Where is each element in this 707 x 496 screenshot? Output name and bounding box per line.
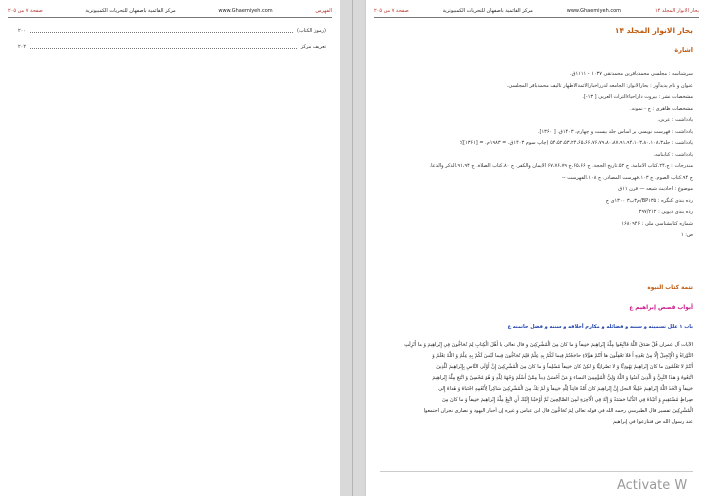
meta-line: ج ۹۴.کتاب الصوم. ج ۱۰۳.فهرست المصادر. ج ۱۰۸.الفهرست --: [562, 174, 693, 181]
body-line: اتَّبَعُوهُ وَ هذَا النَّبِيُّ وَ الَّذِينَ آمَنُوا وَ اللَّهُ وَلِيُّ الْمُؤْمِنِينَ النساء وَ مَنْ أَحْسَنُ دِيناً مِمَّنْ أَسْلَمَ وَجْهَهُ لِلَّهِ وَ هُوَ مُحْسِنٌ وَ اتَّبَعَ مِلَّةَ إِبْراهِيمَ: [432, 375, 693, 381]
body-line: التَّوْراةُ وَ الْإِنْجِيلُ إِلَّا مِنْ بَعْدِهِ أَ فَلا تَعْقِلُونَ ها أَنْتُمْ هؤُلاءِ حاجَجْتُمْ فِيما لَكُمْ بِهِ عِلْمٌ فَلِمَ تُحَاجُّونَ فِيما لَيْسَ لَكُمْ بِهِ عِلْمٌ وَ اللَّهُ يَعْلَمُ وَ: [432, 353, 693, 359]
body-line: الآيات آل عمران قُلْ صَدَقَ اللَّهُ فَاتَّبِعُوا مِلَّةَ إِبْراهِيمَ حَنِيفاً وَ ما كانَ مِنَ الْمُشْرِكِينَ و قال تعالى يا أَهْلَ الْكِتابِ لِمَ تُحَاجُّونَ فِي إِبْراهِيمَ وَ ما أُنْزِلَتِ: [404, 342, 693, 348]
catalog-metadata: [380, 69, 693, 242]
footer-rule: [380, 471, 693, 472]
right-header-section: بحار الانوار المجلد ۱۴: [654, 8, 699, 14]
left-page-header: [8, 5, 332, 17]
right-page: [366, 0, 707, 496]
body-line: حَنِيفاً وَ اتَّخَذَ اللَّهُ إِبْراهِيمَ خَلِيلًا النحل إِنَّ إِبْراهِيمَ كانَ أُمَّةً قانِتاً لِلَّهِ حَنِيفاً وَ لَمْ يَكُ مِنَ الْمُشْرِكِينَ شاكِراً لِأَنْعُمِهِ اجْتَباهُ وَ هَداهُ إِلى: [438, 386, 693, 392]
left-header-rule: [8, 17, 332, 18]
toc-leader-dots: [30, 29, 293, 33]
book-title: بحار الانوار المجلد ۱۴: [614, 26, 693, 35]
toc-entry-label: تعريف مركز: [300, 44, 326, 50]
body-line: صِراطٍ مُسْتَقِيمٍ وَ آتَيْناهُ فِي الدُّنْيا حَسَنَةً وَ إِنَّهُ فِي الْآخِرَةِ لَمِنَ الصَّالِحِينَ ثُمَّ أَوْحَيْنا إِلَيْكَ أَنِ اتَّبِعْ مِلَّةَ إِبْراهِيمَ حَنِيفاً وَ ما كانَ مِنَ: [441, 397, 693, 403]
meta-line: ص: ۱: [680, 232, 693, 238]
left-page: [0, 0, 340, 496]
right-page-header: [374, 5, 699, 17]
right-header-rule: [374, 17, 699, 18]
toc-leader-dots: [30, 45, 297, 49]
meta-line: شماره کتابشناسی ملی : ۱۶۸۰۹۴۶: [621, 220, 693, 227]
chapter-heading-ibrahim: أبواب قصص إبراهيم ع: [629, 305, 693, 311]
body-line: أَنْتُمْ لا تَعْلَمُونَ ما كانَ إِبْراهِيمُ يَهُودِيًّا وَ لا نَصْرانِيًّا وَ لكِنْ كانَ حَنِيفاً مُسْلِماً وَ ما كانَ مِنَ الْمُشْرِكِينَ إِنَّ أَوْلَى النَّاسِ بِإِبْراهِيمَ لَلَّذِينَ: [436, 364, 693, 370]
section-heading-isharah: اشارة: [674, 46, 693, 54]
left-header-page-info: صفحة ۷ من ۲۰۵: [8, 8, 43, 14]
body-line: الْمُشْرِكِينَ تفسير قال الطبرسي رحمه الله في قوله تعالى لِمَ تُحَاجُّونَ قال ابن عباس و غيره إن أحبار اليهود و نصارى نجران اجتمعوا: [423, 408, 693, 414]
body-line: عند رسول الله ص فتنازعوا في إبراهيم: [612, 419, 693, 425]
activate-windows-watermark: Activate W: [617, 478, 688, 493]
left-header-center: مركز القائمية باصفهان للتحريات الکمبيوترية: [85, 8, 176, 14]
meta-line: عنوان و نام پديدآور : بحارالانوار: الجامعه لدرراخبارالائمةالاطهار تاليف محمدباقر المجلسی.: [506, 82, 693, 89]
meta-line: يادداشت : عربی.: [657, 117, 693, 123]
section-heading-nubuwwa: تتمة کتاب النبوة: [647, 285, 693, 291]
right-header-url: www.Ghaemiyeh.com: [566, 8, 622, 14]
meta-line: مندرجات : ج.۲۴.کتاب الامامة. ج ۵۲.تاريخ الحجة. ج ۶۵،۶۶.ج ۶۷،۷۶،۷۹ الايمان والكفر. ج ۸۰.کتاب الصلاة. ج ۹۱،۹۴.الذکر والدعا.: [429, 163, 693, 169]
left-header-section: الفهرس: [315, 8, 332, 14]
right-header-page-info: صفحة ۷ من ۲۰۵: [374, 8, 409, 14]
body-text: [380, 340, 693, 428]
left-header-url: www.Ghaemiyeh.com: [218, 8, 273, 14]
toc-entry-page: ۲۰۰: [18, 28, 27, 34]
toc-entry-page: ۲۰۲: [18, 44, 27, 50]
gutter-divider: [352, 0, 353, 496]
toc-entry-label: (رموز الكتاب): [297, 28, 326, 34]
toc-entry[interactable]: [18, 28, 326, 34]
meta-line: مشخصات ظاهری : ج - نمونه.: [630, 105, 693, 112]
meta-line: يادداشت : کتابنامه.: [653, 151, 693, 158]
meta-line: رده بندی ديويی : ۲۹۷/۲۱۲: [638, 209, 693, 215]
meta-line: موضوع : احاديث شيعه — قرن ۱۱ق: [618, 186, 693, 192]
meta-line: مشخصات نشر : بيروت داراحياءالتراث العربی [ ۱۳-].: [582, 94, 693, 100]
meta-line: يادداشت : فهرست نويسی بر اساس جلد بيست و چهارم، ۱۴۰۳ق. [ ۱۳۶۰].: [537, 128, 693, 135]
meta-line: يادداشت : جلد۵۴،۵۲،۵۳،۲۴،۶۵،۶۶،۷۶،۷۹،۸۰،۸۷،۹۱،۹۴،۱۰۳،۸۰،۱۰۸،۳ (چاپ سوم ۱۴۰۳ق. = ۱۹۸۳م. = [۱۳۶۱])؛: [459, 140, 693, 146]
right-header-center: مركز القائمية باصفهان للتحريات الکمبيوترية: [442, 8, 533, 14]
meta-line: رده بندی کنگره : BP۱۳۵/م۳ب۳ ۱۳۰۰ی ج: [605, 197, 693, 204]
page-gutter: [340, 0, 366, 496]
toc-entry[interactable]: [18, 44, 326, 50]
meta-line: سرشناسه : مجلسی محمدباقربن محمدتقی ۱۰۳۷ - ۱۱۱۱ق.: [569, 71, 693, 77]
bab-heading: باب ۱ علل تسميته و سننه و فضائله و مكارم أخلاقه و سننه و فضل حاتمته ع: [507, 324, 693, 330]
